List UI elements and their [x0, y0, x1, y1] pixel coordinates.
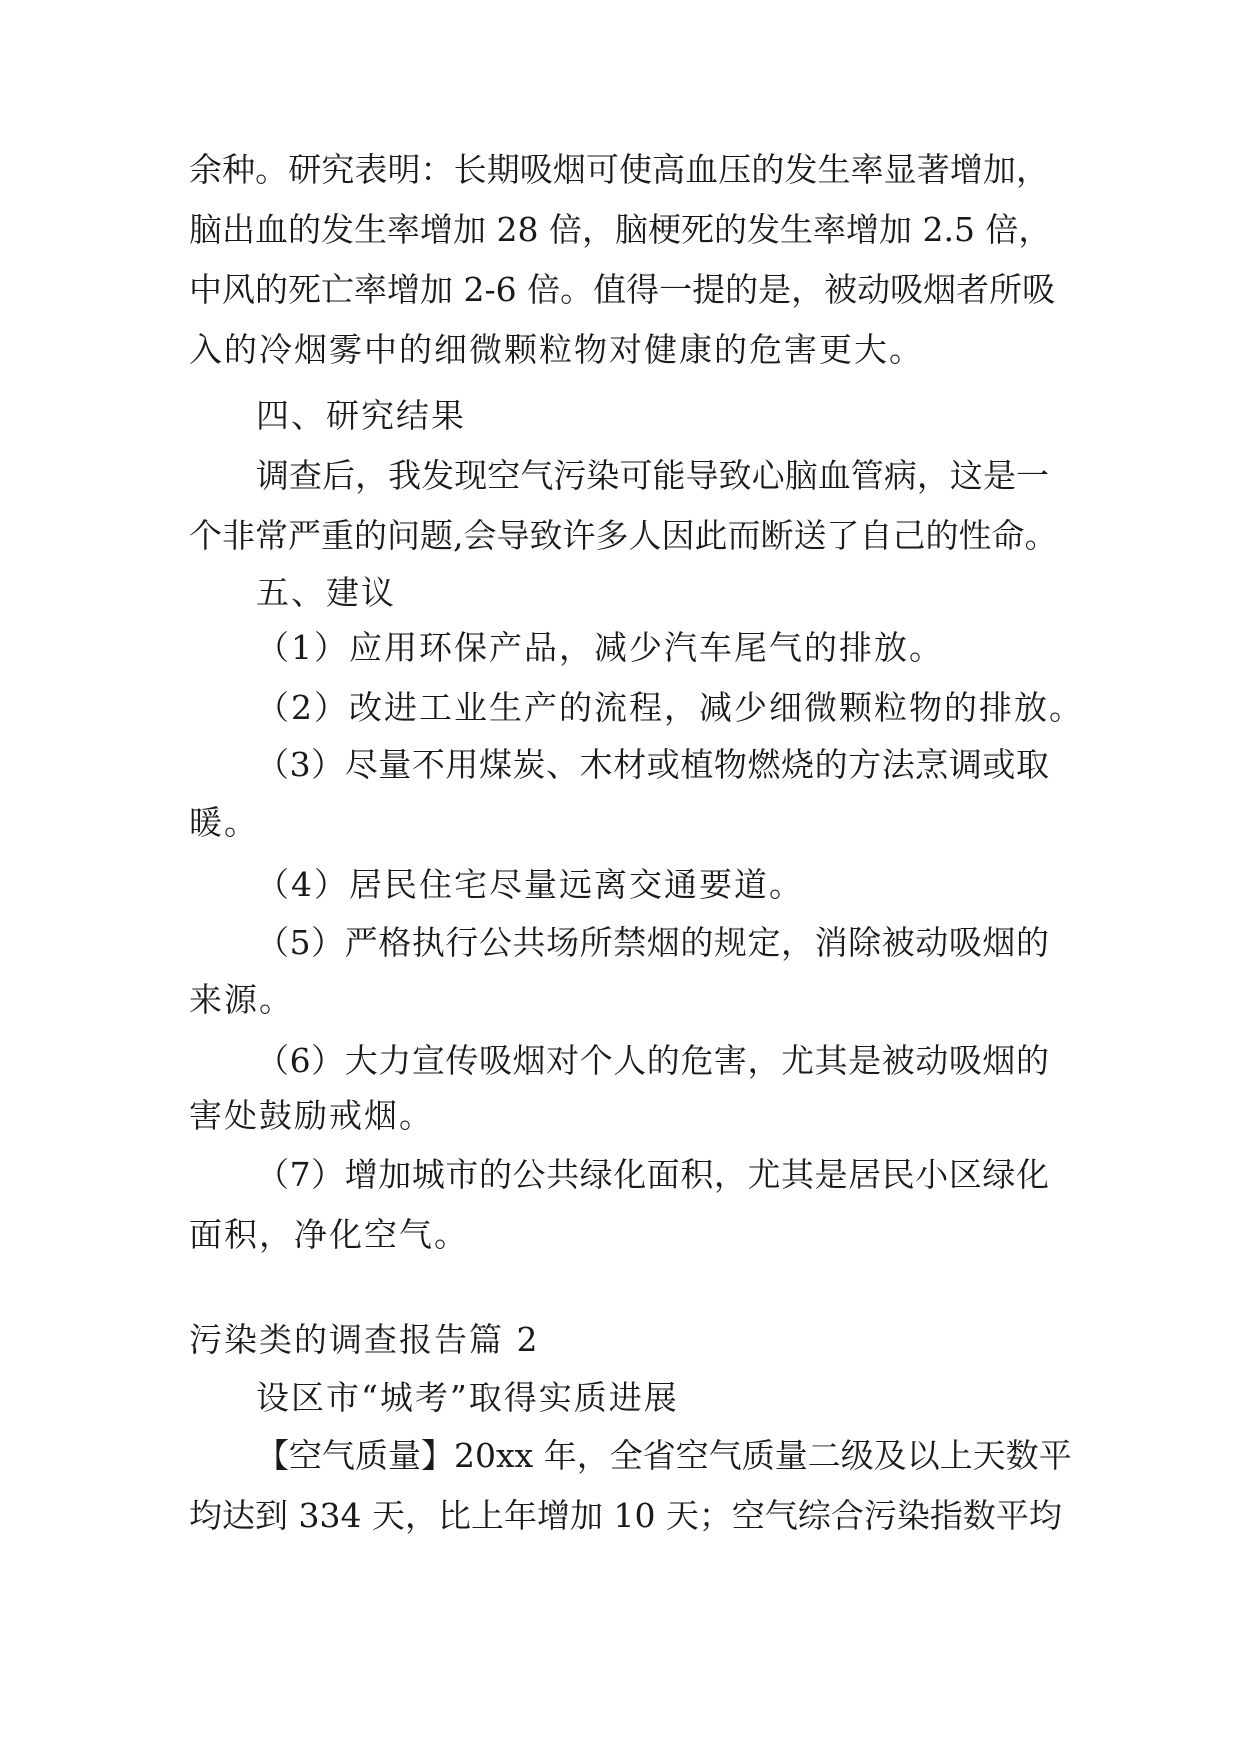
paragraph-line: 调查后，我发现空气污染可能导致心脑血管病，这是一: [256, 456, 1049, 495]
suggestion-item-continued: 来源。: [189, 980, 294, 1019]
suggestion-item: （2）改进工业生产的流程，减少细微颗粒物的排放。: [256, 688, 1084, 727]
suggestion-item: （6）大力宣传吸烟对个人的危害，尤其是被动吸烟的: [256, 1041, 1049, 1080]
suggestion-item: （1）应用环保产品，减少汽车尾气的排放。: [256, 628, 944, 667]
suggestion-item: （7）增加城市的公共绿化面积，尤其是居民小区绿化: [256, 1155, 1049, 1194]
article-subtitle: 设区市“城考”取得实质进展: [256, 1378, 679, 1417]
paragraph-line: 脑出血的发生率增加 28 倍，脑梗死的发生率增加 2.5 倍，: [189, 210, 1052, 249]
suggestion-item: （3）尽量不用煤炭、木材或植物燃烧的方法烹调或取: [256, 745, 1049, 784]
section-heading: 五、建议: [256, 573, 396, 612]
suggestion-item-continued: 面积，净化空气。: [189, 1215, 469, 1254]
suggestion-item-continued: 害处鼓励戒烟。: [189, 1096, 434, 1135]
suggestion-item: （5）严格执行公共场所禁烟的规定，消除被动吸烟的: [256, 923, 1049, 962]
paragraph-line: 入的冷烟雾中的细微颗粒物对健康的危害更大。: [189, 330, 924, 369]
paragraph-line: 个非常严重的问题,会导致许多人因此而断送了自己的性命。: [189, 516, 1058, 555]
section-heading: 四、研究结果: [256, 396, 466, 435]
paragraph-line: 中风的死亡率增加 2-6 倍。值得一提的是，被动吸烟者所吸: [189, 270, 1056, 309]
suggestion-item: （4）居民住宅尽量远离交通要道。: [256, 865, 804, 904]
paragraph-line: 【空气质量】20xx 年，全省空气质量二级及以上天数平: [256, 1436, 1072, 1475]
paragraph-line: 余种。研究表明：长期吸烟可使高血压的发生率显著增加，: [189, 150, 1049, 189]
article-title: 污染类的调查报告篇 2: [189, 1320, 540, 1359]
suggestion-item-continued: 暖。: [189, 803, 259, 842]
paragraph-line: 均达到 334 天，比上年增加 10 天；空气综合污染指数平均: [189, 1496, 1062, 1535]
